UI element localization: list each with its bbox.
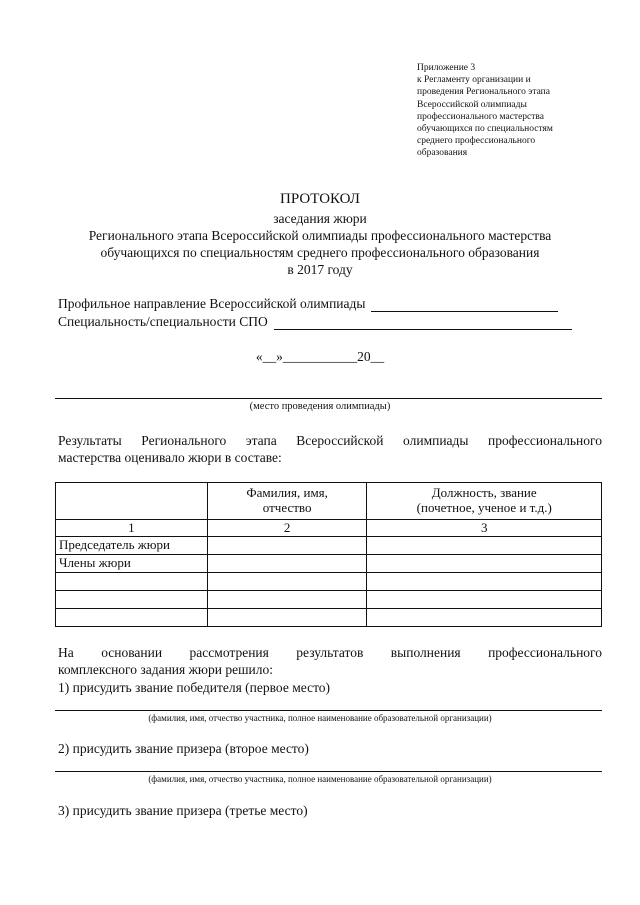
jury-position-cell[interactable] bbox=[367, 573, 602, 591]
title-subline-3: обучающихся по специальностям среднего профессионального образования bbox=[100, 245, 540, 260]
jury-position-cell[interactable] bbox=[367, 537, 602, 555]
word: выполнения bbox=[390, 645, 461, 660]
profile-direction-field bbox=[58, 296, 602, 312]
table-header-name bbox=[207, 483, 367, 520]
word: рассмотрения bbox=[189, 645, 269, 660]
word: Результаты bbox=[58, 433, 122, 448]
appendix-note bbox=[417, 62, 617, 160]
jury-name-cell[interactable] bbox=[207, 537, 367, 555]
appendix-line: Всероссийской олимпиады bbox=[417, 99, 527, 110]
appendix-line: профессионального мастерства bbox=[417, 111, 544, 122]
appendix-line: обучающихся по специальностям bbox=[417, 124, 553, 135]
jury-position-cell[interactable] bbox=[367, 609, 602, 627]
word: профессионального bbox=[488, 433, 602, 448]
word: Всероссийской bbox=[296, 433, 384, 448]
table-number-row bbox=[56, 520, 602, 537]
jury-role-cell[interactable] bbox=[56, 573, 208, 591]
decision-item-third-place: 3) присудить звание призера (третье место) bbox=[58, 803, 308, 818]
header-text: Должность, звание bbox=[431, 485, 537, 500]
title-year: в 2017 году bbox=[287, 262, 353, 277]
table-row bbox=[56, 591, 602, 609]
header-text: (почетное, ученое и т.д.) bbox=[416, 500, 552, 515]
header-text: отчество bbox=[262, 500, 312, 515]
document-title: ПРОТОКОЛ bbox=[280, 191, 360, 207]
word: профессионального bbox=[488, 645, 602, 660]
place-blank-line[interactable] bbox=[55, 398, 602, 399]
jury-role-cell: Члены жюри bbox=[56, 555, 208, 573]
appendix-line: образования bbox=[417, 148, 468, 159]
second-place-caption: (фамилия, имя, отчество участника, полное наименование образовательной организации) bbox=[148, 774, 492, 784]
jury-position-cell[interactable] bbox=[367, 555, 602, 573]
first-place-caption: (фамилия, имя, отчество участника, полное наименование образовательной организации) bbox=[148, 713, 492, 723]
jury-name-cell[interactable] bbox=[207, 591, 367, 609]
title-subline-2: Регионального этапа Всероссийской олимпиады профессионального мастерства bbox=[88, 228, 552, 243]
specialty-blank[interactable] bbox=[274, 317, 572, 330]
table-row bbox=[56, 537, 602, 555]
results-intro-line-2: мастерства оценивало жюри в составе: bbox=[58, 450, 282, 465]
table-header-row bbox=[56, 483, 602, 520]
column-number: 1 bbox=[56, 520, 208, 537]
appendix-line: среднего профессионального bbox=[417, 136, 536, 147]
appendix-line: Приложение 3 bbox=[417, 63, 476, 73]
column-number: 3 bbox=[367, 520, 602, 537]
title-subline-1: заседания жюри bbox=[273, 211, 367, 226]
decision-item-second-place: 2) присудить звание призера (второе место) bbox=[58, 741, 309, 756]
decision-intro-line-2: комплексного задания жюри решило: bbox=[58, 662, 273, 677]
first-place-blank-line[interactable] bbox=[55, 710, 602, 711]
second-place-blank-line[interactable] bbox=[55, 771, 602, 772]
jury-role-cell[interactable] bbox=[56, 591, 208, 609]
jury-role-cell[interactable] bbox=[56, 609, 208, 627]
table-row bbox=[56, 609, 602, 627]
decision-item-first-place: 1) присудить звание победителя (первое место) bbox=[58, 680, 331, 695]
jury-name-cell[interactable] bbox=[207, 555, 367, 573]
decision-intro-line-1 bbox=[58, 644, 602, 661]
appendix-line: к Регламенту организации и bbox=[417, 75, 531, 86]
place-caption: (место проведения олимпиады) bbox=[249, 401, 391, 412]
table-row bbox=[56, 555, 602, 573]
jury-table bbox=[55, 482, 602, 627]
jury-position-cell[interactable] bbox=[367, 591, 602, 609]
decision-intro bbox=[58, 644, 602, 678]
word: основании bbox=[101, 645, 163, 660]
jury-name-cell[interactable] bbox=[207, 573, 367, 591]
date-field[interactable]: «__»___________20__ bbox=[255, 349, 385, 364]
header-text: Фамилия, имя, bbox=[246, 485, 328, 500]
word: результатов bbox=[296, 645, 364, 660]
appendix-line: проведения Регионального этапа bbox=[417, 87, 550, 98]
results-intro bbox=[58, 432, 602, 466]
specialty-label: Специальность/специальности СПО bbox=[58, 314, 268, 329]
results-intro-line-1 bbox=[58, 432, 602, 449]
jury-role-cell: Председатель жюри bbox=[56, 537, 208, 555]
jury-name-cell[interactable] bbox=[207, 609, 367, 627]
word: Регионального bbox=[141, 433, 227, 448]
word: На bbox=[58, 645, 74, 660]
table-header-cell bbox=[56, 483, 208, 520]
profile-direction-label: Профильное направление Всероссийской олимпиады bbox=[58, 296, 366, 311]
specialty-field bbox=[58, 314, 602, 330]
column-number: 2 bbox=[207, 520, 367, 537]
table-header-position bbox=[367, 483, 602, 520]
profile-direction-blank[interactable] bbox=[371, 299, 558, 312]
table-row bbox=[56, 573, 602, 591]
word: этапа bbox=[245, 433, 277, 448]
word: олимпиады bbox=[403, 433, 469, 448]
